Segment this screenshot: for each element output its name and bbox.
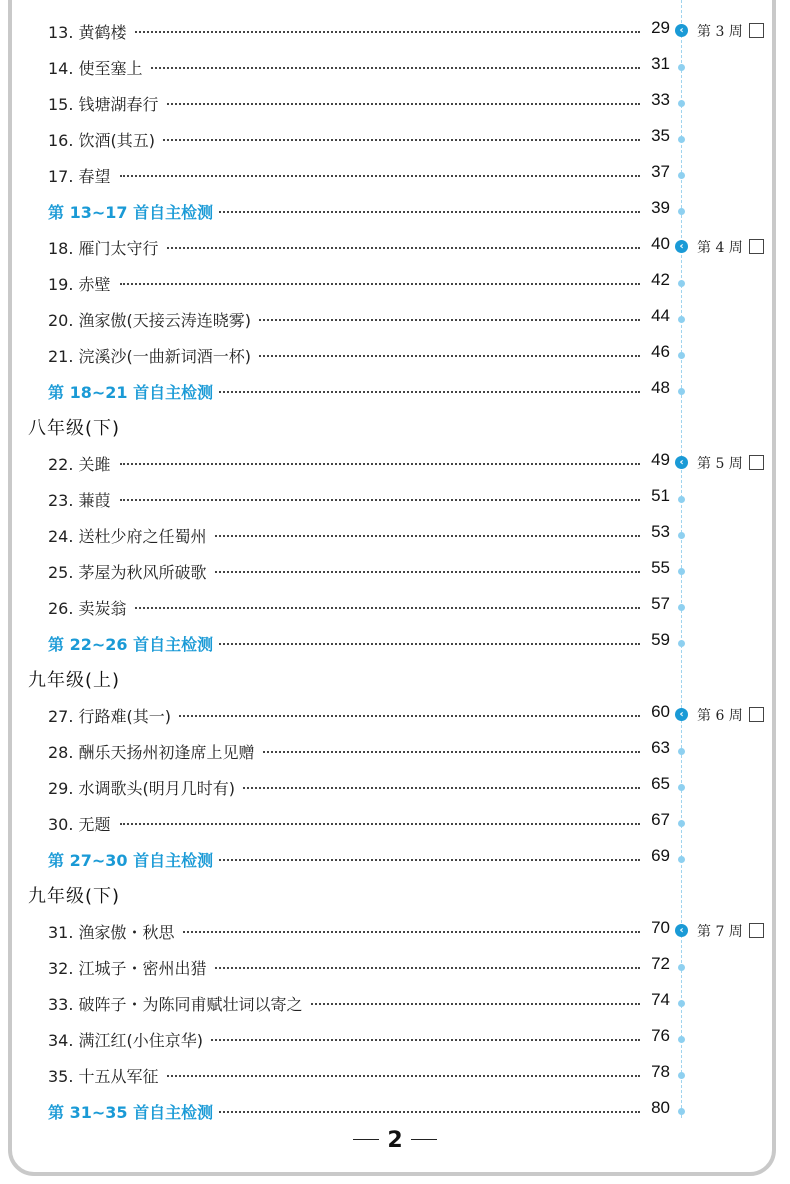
lesson-title: 31. 渔家傲・秋思 [48,920,181,943]
lesson-title: 13. 黄鹤楼 [48,20,133,43]
self-test-title: 第 13~17 首自主检测 [48,200,219,223]
timeline-dot-icon [678,136,685,143]
toc-row-lesson[interactable] [0,1058,790,1094]
lesson-title: 30. 无题 [48,812,117,835]
chevron-left-icon: ‹ [675,24,688,37]
toc-row-lesson[interactable] [0,338,790,374]
chevron-left-icon: ‹ [675,456,688,469]
footer-dash-right [411,1139,437,1140]
page-number: 60 [645,702,670,722]
page-number: 69 [645,846,670,866]
self-test-title: 第 18~21 首自主检测 [48,380,219,403]
page-number: 80 [645,1098,670,1118]
timeline-dot-icon [678,820,685,827]
toc-row-lesson[interactable] [0,806,790,842]
leader-dots [120,175,640,177]
timeline-dot-icon [678,1000,685,1007]
page-number: 57 [645,594,670,614]
toc-row-lesson[interactable] [0,518,790,554]
toc-row-lesson[interactable] [0,590,790,626]
lesson-title: 15. 钱塘湖春行 [48,92,165,115]
page-number: 72 [645,954,670,974]
timeline-dot-icon [678,964,685,971]
section-heading-title: 九年级(上) [28,670,121,691]
week-label [697,21,764,41]
page-number: 76 [645,1026,670,1046]
checkbox-icon[interactable] [749,23,764,38]
page-number: 55 [645,558,670,578]
chevron-left-icon: ‹ [675,240,688,253]
week-label [697,237,764,257]
timeline-dot-icon [678,1072,685,1079]
week-label [697,453,764,473]
checkbox-icon[interactable] [749,455,764,470]
toc-row-self-test[interactable] [0,626,790,662]
checkbox-icon[interactable] [749,239,764,254]
section-heading-title: 八年级(下) [28,418,121,439]
self-test-title: 第 22~26 首自主检测 [48,632,219,655]
page-number: 37 [645,162,670,182]
lesson-title: 33. 破阵子・为陈同甫赋壮词以寄之 [48,992,309,1015]
leader-dots [120,931,640,933]
lesson-title: 14. 使至塞上 [48,56,149,79]
lesson-title: 29. 水调歌头(明月几时有) [48,776,241,799]
page-number: 33 [645,90,670,110]
leader-dots [120,607,640,609]
lesson-title: 24. 送杜少府之任蜀州 [48,524,213,547]
page-number: 2 [387,1128,403,1153]
page-number: 53 [645,522,670,542]
leader-dots [120,715,640,717]
toc-row-lesson[interactable] [0,986,790,1022]
lesson-title: 34. 满江红(小住京华) [48,1028,209,1051]
toc-row-lesson[interactable] [0,122,790,158]
page-number: 51 [645,486,670,506]
timeline-dot-icon [678,748,685,755]
page-number: 48 [645,378,670,398]
page-number: 78 [645,1062,670,1082]
toc-row-self-test[interactable] [0,374,790,410]
chevron-left-icon: ‹ [675,924,688,937]
toc-row-lesson[interactable] [0,266,790,302]
lesson-title: 27. 行路难(其一) [48,704,177,727]
toc-row-lesson[interactable] [0,734,790,770]
timeline-dot-icon [678,496,685,503]
page-number: 67 [645,810,670,830]
week-text: 第 4 周 [697,240,743,256]
week-label [697,705,764,725]
lesson-title: 21. 浣溪沙(一曲新词酒一杯) [48,344,257,367]
page-number: 63 [645,738,670,758]
page-number: 46 [645,342,670,362]
lesson-title: 26. 卖炭翁 [48,596,133,619]
lesson-title: 19. 赤壁 [48,272,117,295]
lesson-title: 35. 十五从军征 [48,1064,165,1087]
week-text: 第 3 周 [697,24,743,40]
leader-dots [120,499,640,501]
lesson-title: 17. 春望 [48,164,117,187]
table-of-contents [0,14,790,1130]
leader-dots [120,283,640,285]
leader-dots [120,1075,640,1077]
section-heading [0,662,790,698]
lesson-title: 25. 茅屋为秋风所破歌 [48,560,213,583]
page-number: 29 [645,18,670,38]
timeline-dot-icon [678,784,685,791]
page-number: 35 [645,126,670,146]
lesson-title: 18. 雁门太守行 [48,236,165,259]
toc-row-lesson[interactable] [0,230,790,266]
toc-row-lesson[interactable] [0,698,790,734]
leader-dots [120,463,640,465]
lesson-title: 20. 渔家傲(天接云涛连晓雾) [48,308,257,331]
timeline-dot-icon [678,172,685,179]
week-text: 第 5 周 [697,456,743,472]
lesson-title: 16. 饮酒(其五) [48,128,161,151]
checkbox-icon[interactable] [749,707,764,722]
page-number: 39 [645,198,670,218]
footer-dash-left [353,1139,379,1140]
toc-row-lesson[interactable] [0,158,790,194]
lesson-title: 28. 酬乐天扬州初逢席上见赠 [48,740,261,763]
lesson-title: 23. 蒹葭 [48,488,117,511]
leader-dots [120,31,640,33]
page-footer [0,1128,790,1153]
section-heading [0,878,790,914]
toc-row-lesson[interactable] [0,86,790,122]
timeline-dot-icon [678,208,685,215]
section-heading-title: 九年级(下) [28,886,121,907]
timeline-dot-icon [678,280,685,287]
toc-row-lesson[interactable] [0,302,790,338]
page-number: 59 [645,630,670,650]
lesson-title: 32. 江城子・密州出猎 [48,956,213,979]
toc-row-self-test[interactable] [0,194,790,230]
timeline-dot-icon [678,568,685,575]
toc-row-self-test[interactable] [0,1094,790,1130]
toc-row-lesson[interactable] [0,1022,790,1058]
toc-row-lesson[interactable] [0,914,790,950]
timeline-dot-icon [678,856,685,863]
chevron-left-icon: ‹ [675,708,688,721]
toc-row-lesson[interactable] [0,554,790,590]
week-text: 第 7 周 [697,924,743,940]
leader-dots [120,247,640,249]
timeline-dot-icon [678,316,685,323]
toc-row-lesson[interactable] [0,50,790,86]
page-number: 49 [645,450,670,470]
page-number: 40 [645,234,670,254]
leader-dots [120,823,640,825]
section-heading [0,410,790,446]
leader-dots [120,103,640,105]
timeline-dot-icon [678,1036,685,1043]
self-test-title: 第 27~30 首自主检测 [48,848,219,871]
self-test-title: 第 31~35 首自主检测 [48,1100,219,1123]
toc-row-lesson[interactable] [0,950,790,986]
page-number: 74 [645,990,670,1010]
toc-row-lesson[interactable] [0,482,790,518]
timeline-dot-icon [678,532,685,539]
page-number: 44 [645,306,670,326]
page-number: 31 [645,54,670,74]
toc-row-lesson[interactable] [0,446,790,482]
timeline-dot-icon [678,640,685,647]
timeline-dot-icon [678,388,685,395]
timeline-dot-icon [678,352,685,359]
week-text: 第 6 周 [697,708,743,724]
toc-row-lesson[interactable] [0,14,790,50]
week-label [697,921,764,941]
timeline-dot-icon [678,100,685,107]
checkbox-icon[interactable] [749,923,764,938]
timeline-dot-icon [678,64,685,71]
page-number: 42 [645,270,670,290]
leader-dots [120,67,640,69]
toc-row-self-test[interactable] [0,842,790,878]
lesson-title: 22. 关雎 [48,452,117,475]
timeline-dot-icon [678,604,685,611]
toc-row-lesson[interactable] [0,770,790,806]
page-number: 65 [645,774,670,794]
timeline-dot-icon [678,1108,685,1115]
page-number: 70 [645,918,670,938]
leader-dots [120,139,640,141]
